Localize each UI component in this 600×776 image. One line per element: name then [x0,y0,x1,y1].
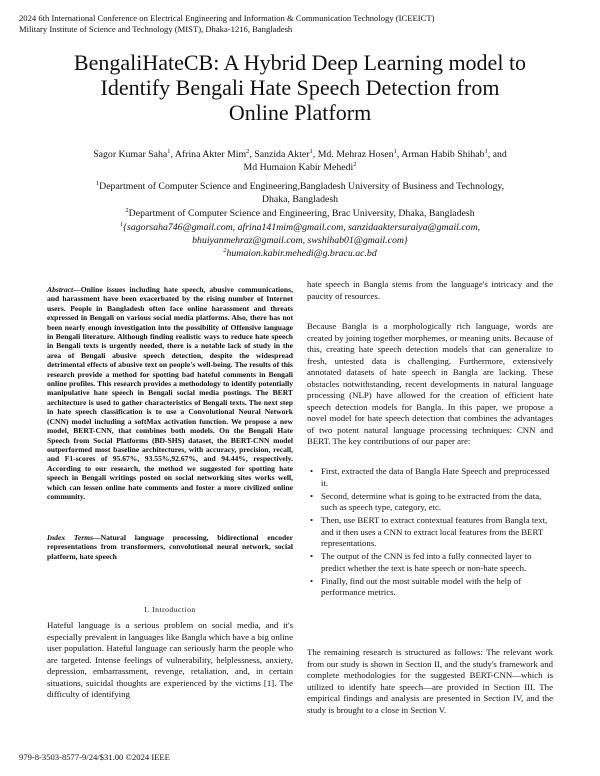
index-terms-text: —Natural language processing, bidirectional encoder representations from transformers, convolutional neural network, social platform, hate speech [47,533,293,561]
bullet-icon: • [310,466,314,476]
title-line: BengaliHateCB: A Hybrid Deep Learning model to [73,50,527,75]
paper-title [20,50,580,125]
affiliation-2 [20,208,580,221]
affiliation-mark: 2 [125,207,129,214]
affiliation-mark: 1 [95,180,100,187]
author-affiliation-mark: 1 [309,148,313,155]
bullet-icon: • [310,515,314,525]
list-item [307,551,553,574]
bullet-icon: • [310,490,314,501]
affiliation-text: Dhaka, Bangladesh [261,193,339,205]
author-name: Md. Mehraz Hosen [317,149,394,160]
list-item-text: Finally, find out the most suitable model with the help of performance metrics. [321,575,522,597]
abstract-text: —Online issues including hate speech, abusive communications, and harassment have been exacerbated by the rising number of Internet users. People in Bangladesh often face online harassment and threats expressed in Bengali on various social media platforms. Also, there has not been nearly enough investigation into the possibility of Offensive language in Bengali literature. Although finding realistic ways to reduce hate speech in Bengali texts is urgently needed, there is a notable lack of study in the area of Bengali abusive speech detection, despite the widespread detrimental effects of abusive text on people's well-being. The results of this research provide a method for spotting bad hateful comments in Bengali online profiles. This research provides a methodology to identify potentially manipulative hate speech in Bengali social media postings. The BERT architecture is used to gather characteristics of Bengali texts. The next step in hate speech classification is to use a Convolutional Neural Network (CNN) model including a softMax activation function. We propose a new model, BERT-CNN, that combines both models. On the Bengali Hate Speech from Social Platforms (BD-SHS) dataset, the BERT-CNN model outperformed most baseline architectures, with accuracy, precision, recall, and F1-scores of 95.67%, 93.55%,92.67%, and 94.44%, respectively. According to our research, the method we suggested for spotting hate speech in Bengali writings posted on social networking sites works well, which can lessen online hate comments and foster a more civilized online community. [47,285,293,501]
list-item-text: The output of the CNN is fed into a fully connected layer to predict whether the text is hate speech or non-hate speech. [321,551,532,573]
list-item-text: Then, use BERT to extract contextual features from Bangla text, and it then uses a CNN to extract local features from the BERT representations. [321,515,548,548]
title-line: Identify Bengali Hate Speech Detection from [100,75,500,100]
author-name: Sanzida Akter [254,149,310,160]
bullet-icon: • [310,551,314,561]
author-name: Arman Habib Shihab [401,149,485,160]
list-item [307,466,553,489]
index-terms-label: Index Terms [47,533,94,542]
list-item [307,491,553,514]
title-line: Online Platform [228,100,372,125]
author-affiliation-mark: 2 [246,148,250,155]
affiliation-text: Department of Computer Science and Engineering, Brac University, Dhaka, Bangladesh [128,208,475,219]
list-item [307,515,553,550]
intro-paragraph-1-continued: hate speech in Bangla stems from the language's intricacy and the paucity of resources. [307,279,553,301]
list-item-text: First, extracted the data of Bangla Hate Speech and preprocessed it. [321,466,550,488]
author-affiliation-mark: 1 [393,148,397,155]
author-affiliation-mark: 2 [353,161,357,168]
email-mark: 1 [119,221,124,228]
list-item [307,576,553,599]
email-block-2 [20,248,580,261]
author-line-2 [20,161,580,174]
contributions-list [307,466,553,600]
author-name: Afrina Akter Mim [174,149,247,160]
conference-header-line2: Military Institute of Science and Technology (MIST), Dhaka-1216, Bangladesh [19,24,293,34]
list-item-text: Second, determine what is going to be extracted from the data, such as speech type, category, etc. [321,490,542,512]
section-heading: I. Introduction [144,605,196,614]
affiliation-1 [20,181,580,206]
author-affiliation-mark: 1 [484,148,488,155]
email-list: {sagorsaha746@gmail.com, afrina141mim@gmail.com, sanzidaaktersuraiya@gmail.com, [123,222,481,233]
intro-paragraph-1: Hateful language is a serious problem on social media, and it's especially prevalent in languages like Bangla which have a big online user population. Hateful language can seriously harm the people who are targeted. Intense feelings of vulnerability, helplessness, anxiety, depression, embarrassment, revenge, retaliation, and, in certain situations, suicidal thoughts are experienced by the victims [1]. The difficulty of identifying [47,620,293,699]
index-terms [47,533,293,561]
author-name: Md Humaion Kabir Mehedi [243,162,354,173]
bullet-icon: • [310,575,314,586]
intro-paragraph-3: The remaining research is structured as follows: The relevant work from our study is shown in Section II, and the study's framework and complete methodologies for the suggested BERT-CNN—which is utilized to identify hate speech—are provided in Section III. The empirical findings and analysis are presented in Section IV, and the study is brought to a close in Section V. [307,647,553,715]
copyright-footer: 979-8-3503-8577-9/24/$31.00 ©2024 IEEE [19,752,170,762]
author-affiliation-mark: 1 [167,148,171,155]
email-block-1 [20,222,580,247]
email-address: humaion.kabir.mehedi@g.bracu.ac.bd [226,248,377,259]
email-mark: 2 [223,247,227,254]
intro-paragraph-2: Because Bangla is a morphologically rich language, words are created by joining together morphemes, or meaning units. Because of this, creating hate speech detection models that can generalize to fresh, untested data is challenging. Furthermore, extensively annotated datasets of hate speech in Bangla are lacking. These obstacles notwithstanding, recent developments in natural language processing (NLP) have allowed for the creation of efficient hate speech detection models for Bangla. In this paper, we propose a novel model for hate speech detection that combines the advantages of two potent natural language processing techniques: CNN and BERT. The key contributions of our paper are: [307,321,553,446]
affiliation-text: Department of Computer Science and Engineering,Bangladesh University of Business and Technology, [99,181,505,192]
abstract [47,285,293,501]
abstract-label: Abstract [47,285,74,294]
author-name: Sagor Kumar Saha [93,149,168,160]
email-list: bhuiyanmehraz@gmail.com, swshihab01@gmail.com} [192,234,408,246]
author-list [20,148,580,174]
conference-header-line1: 2024 6th International Conference on Electrical Engineering and Information & Communication Technology (ICEEICT) [19,13,435,23]
author-line-1: Sagor Kumar Saha$^1$, Afrina Akter Mim$^2$, Sanzida Akter$^1$, Md. Mehraz Hosen$^1$, Arman Habib Shihab$^1$, and [93,148,507,160]
